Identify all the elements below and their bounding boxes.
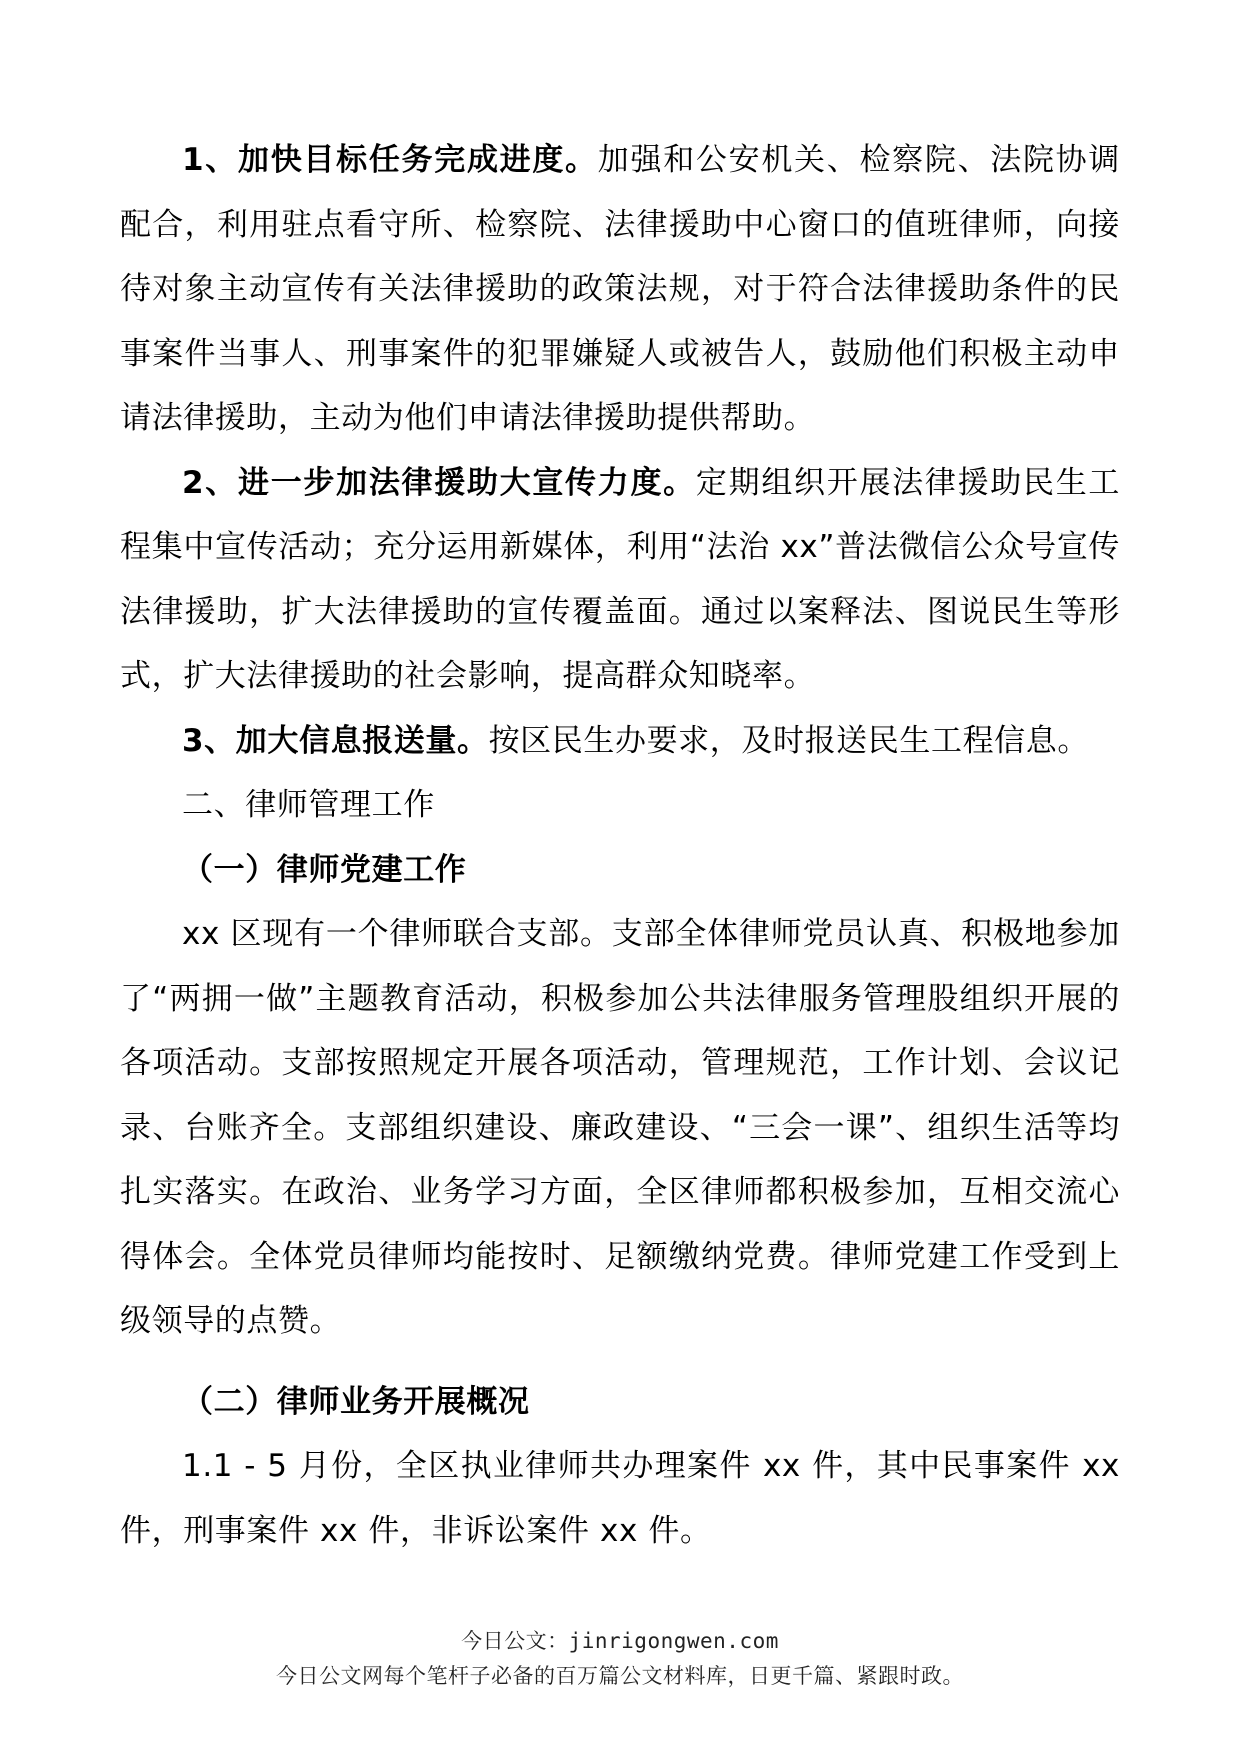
paragraph-case-statistics: 1.1 - 5 月份，全区执业律师共办理案件 xx 件，其中民事案件 xx 件，刑事案件 xx 件，非诉讼案件 xx 件。	[120, 1448, 1120, 1549]
paragraph-lead: 2、进一步加法律援助大宣传力度。	[182, 464, 696, 501]
paragraph-text: 加强和公安机关、检察院、法院协调配合，利用驻点看守所、检察院、法律援助中心窗口的值班律师，向接待对象主动宣传有关法律援助的政策法规，对于符合法律援助条件的民事案件当事人、刑事案件的犯罪嫌疑人或被告人，鼓励他们积极主动申请法律援助，主动为他们申请法律援助提供帮助。	[120, 142, 1120, 436]
paragraph-lead: 3、加大信息报送量。	[182, 722, 489, 759]
subsection-heading-business-overview: （二）律师业务开展概况	[182, 1383, 530, 1420]
paragraph-task-progress	[120, 128, 1120, 451]
footer-slogan: 今日公文网每个笔杆子必备的百万篇公文材料库，日更千篇、紧跟时政。	[276, 1664, 964, 1688]
footer-site-link: 今日公文：jinrigongwen.com	[461, 1629, 779, 1653]
paragraph-party-building: xx 区现有一个律师联合支部。支部全体律师党员认真、积极地参加了“两拥一做”主题教育活动，积极参加公共法律服务管理股组织开展的各项活动。支部按照规定开展各项活动，管理规范，工作计划、会议记录、台账齐全。支部组织建设、廉政建设、“三会一课”、组织生活等均扎实落实。在政治、业务学习方面，全区律师都积极参加，互相交流心得体会。全体党员律师均能按时、足额缴纳党费。律师党建工作受到上级领导的点赞。	[120, 916, 1120, 1339]
section-heading-lawyer-management: 二、律师管理工作	[182, 787, 435, 823]
paragraph-publicity	[120, 451, 1120, 709]
paragraph-info-report	[120, 709, 1120, 774]
paragraph-text: 按区民生办要求，及时报送民生工程信息。	[488, 722, 1089, 759]
paragraph-lead: 1、加快目标任务完成进度。	[182, 142, 598, 178]
paragraph-text: 定期组织开展法律援助民生工程集中宣传活动；充分运用新媒体，利用“法治 xx”普法微信公众号宣传法律援助，扩大法律援助的宣传覆盖面。通过以案释法、图说民生等形式，扩大法律援助的社会影响，提高群众知晓率。	[120, 464, 1120, 694]
document-body	[120, 128, 1120, 1563]
subsection-heading-party-building: （一）律师党建工作	[182, 851, 467, 888]
